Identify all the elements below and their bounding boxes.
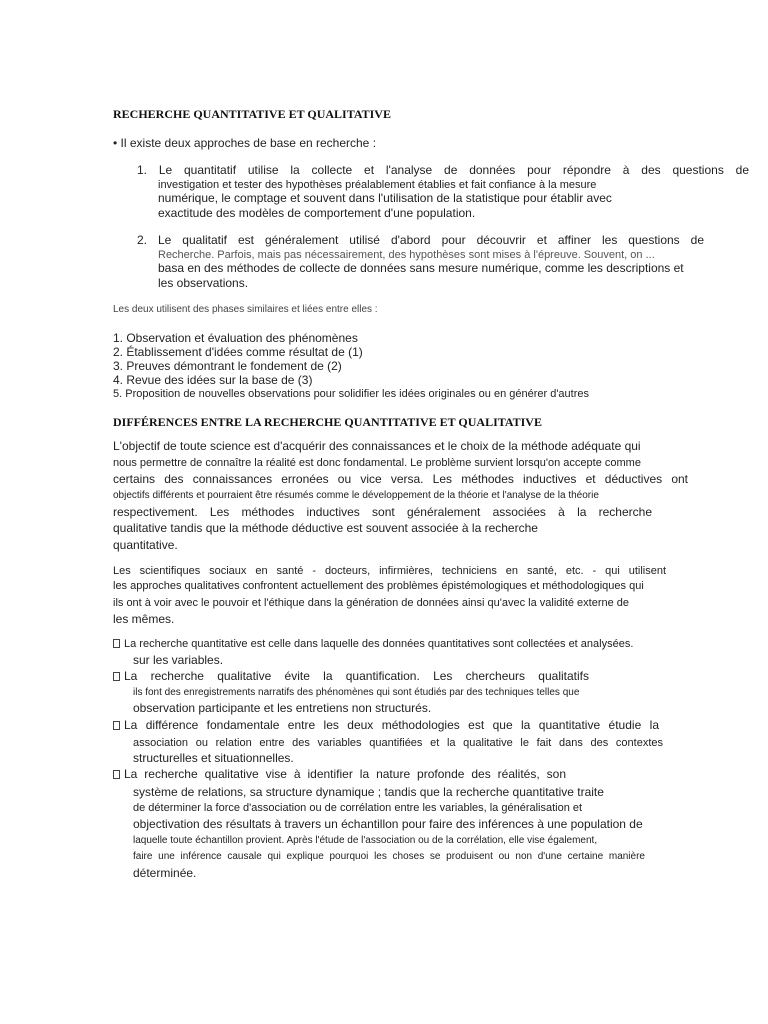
bullet-continuation: objectivation des résultats à travers un échantillon pour faire des inférences à une population de [133, 817, 643, 831]
bullet-continuation: sur les variables. [133, 653, 224, 667]
bullet-item [113, 670, 589, 684]
para1-line: respectivement. Les méthodes inductives sont généralement associées à la recherche [113, 505, 652, 519]
bullet-continuation: structurelles et situationnelles. [133, 751, 294, 765]
bullet-continuation: association ou relation entre des variables quantifiées et la qualitative le fait dans des contextes [133, 737, 663, 749]
bullet-item [113, 768, 566, 782]
item1-line3: numérique, le comptage et souvent dans l'utilisation de la statistique pour établir avec [158, 191, 612, 205]
bullet-continuation: observation participante et les entretiens non structurés. [133, 701, 432, 715]
bullet-continuation: ils font des enregistrements narratifs des phénomènes qui sont étudiés par des techniques telles que [133, 687, 580, 698]
para2-line: les mêmes. [113, 612, 175, 626]
bullet-continuation: laquelle toute échantillon provient. Après l'étude de l'association ou de la corrélation, elle vise également, [133, 835, 598, 846]
para2-line: Les scientifiques sociaux en santé - docteurs, infirmières, techniciens en santé, etc. - qui utilisent [113, 565, 666, 577]
bullet-item [113, 719, 659, 733]
para1-line: qualitative tandis que la méthode déductive est souvent associée à la recherche [113, 521, 538, 535]
bullet-continuation: de déterminer la force d'association ou de corrélation entre les variables, la généralisation et [133, 802, 583, 814]
intro-bullet: • Il existe deux approches de base en recherche : [113, 136, 377, 150]
checkbox-glyph-icon [113, 721, 120, 730]
para1-line: L'objectif de toute science est d'acquérir des connaissances et le choix de la méthode adéquate qui [113, 439, 641, 453]
item1-line1: 1. Le quantitatif utilise la collecte et l'analyse de données pour répondre à des questions de [137, 163, 749, 177]
bullet-continuation: faire une inférence causale qui explique pourquoi les choses se produisent ou non d'une certaine manière [133, 851, 645, 862]
section-title-differences: DIFFÉRENCES ENTRE LA RECHERCHE QUANTITATIVE ET QUALITATIVE [113, 415, 542, 429]
bullet-continuation: déterminée. [133, 866, 197, 880]
checkbox-glyph-icon [113, 639, 120, 648]
bullet-text: La recherche qualitative vise à identifier la nature profonde des réalités, son [124, 767, 566, 781]
item2-line3: basa en des méthodes de collecte de données sans mesure numérique, comme les descriptions et [158, 261, 684, 275]
phases-intro: Les deux utilisent des phases similaires et liées entre elles : [113, 304, 378, 315]
item1-line4: exactitude des modèles de comportement d'une population. [158, 206, 476, 220]
checkbox-glyph-icon [113, 672, 120, 681]
para2-line: ils ont à voir avec le pouvoir et l'éthique dans la génération de données ainsi qu'avec la validité externe de [113, 597, 630, 609]
bullet-item [113, 638, 633, 651]
item1-line2: investigation et tester des hypothèses préalablement établies et fait confiance à la mesure [158, 179, 597, 191]
item2-line1: 2. Le qualitatif est généralement utilisé d'abord pour découvrir et affiner les questions de [137, 233, 704, 247]
para1-line: certains des connaissances erronées ou vice versa. Les méthodes inductives et déductives ont [113, 472, 688, 486]
para2-line: les approches qualitatives confrontent actuellement des problèmes épistémologiques et méthodologiques qui [113, 580, 644, 592]
phase-item: 4. Revue des idées sur la base de (3) [113, 373, 313, 387]
bullet-text: La recherche qualitative évite la quantification. Les chercheurs qualitatifs [124, 669, 589, 683]
para1-line: quantitative. [113, 538, 178, 552]
bullet-text: La recherche quantitative est celle dans laquelle des données quantitatives sont collectées et analysées. [124, 638, 634, 650]
para1-line: nous permettre de connaître la réalité est donc fondamental. Le problème survient lorsqu'on accepte comme [113, 457, 641, 469]
bullet-continuation: système de relations, sa structure dynamique ; tandis que la recherche quantitative traite [133, 785, 604, 799]
bullet-text: La différence fondamentale entre les deux méthodologies est que la quantitative étudie la [124, 718, 659, 732]
section-title-quantitative-qualitative: RECHERCHE QUANTITATIVE ET QUALITATIVE [113, 107, 391, 121]
phase-item: 3. Preuves démontrant le fondement de (2) [113, 359, 342, 373]
checkbox-glyph-icon [113, 770, 120, 779]
phase-item: 5. Proposition de nouvelles observations pour solidifier les idées originales ou en générer d'autres [113, 388, 589, 400]
item2-line4: les observations. [158, 276, 249, 290]
phase-item: 2. Établissement d'idées comme résultat de (1) [113, 345, 363, 359]
para1-line: objectifs différents et pourraient être résumés comme le développement de la théorie et l'analyse de la théorie [113, 490, 599, 501]
item2-line2: Recherche. Parfois, mais pas nécessairement, des hypothèses sont mises à l'épreuve. Souvent, on ... [158, 249, 655, 261]
phase-item: 1. Observation et évaluation des phénomènes [113, 331, 358, 345]
